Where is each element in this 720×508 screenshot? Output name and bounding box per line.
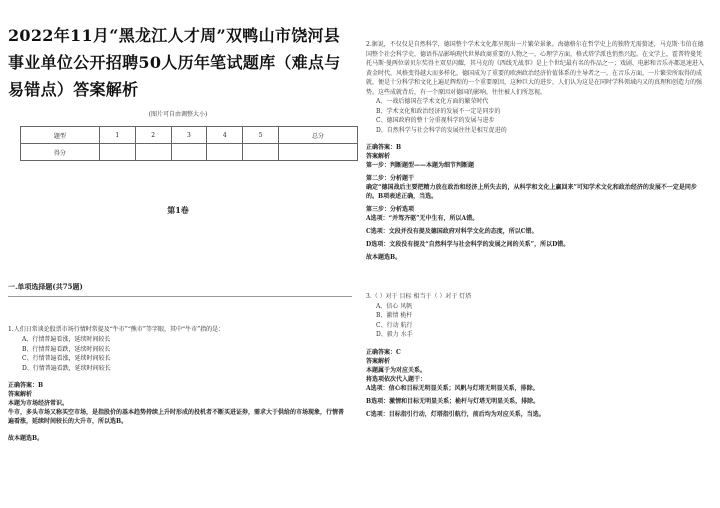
- section-heading: 一.单项选择题(共75题): [8, 282, 83, 291]
- question-1-pick: 故本题选B。: [8, 435, 44, 442]
- question-1-answer: 正确答案：B: [8, 382, 44, 389]
- question-1-option-c: C、行情普遍看涨，延续时间较长: [22, 355, 111, 362]
- table-cell: 得分: [21, 144, 100, 161]
- question-1-explanation-detail: 牛市，多头市场又称买空市场，是指股价的基本趋势持续上升时形成的投机者不断买进证券，需求大于供给的市场现象，行情普遍看涨，延续时间较长的大升市，所以选B。: [8, 409, 345, 425]
- volume-heading: 第1卷: [167, 205, 189, 215]
- right-column: [366, 40, 706, 419]
- table-cell: [135, 144, 171, 161]
- question-1-option-a: A、行情普遍看涨，延续时间较长: [22, 336, 111, 343]
- image-note: (图片可自由调整大小): [148, 111, 208, 118]
- table-cell: [207, 144, 243, 161]
- question-2-option-a: A、一战后德国在学术文化方面的繁荣时代: [376, 98, 489, 105]
- question-2-option-c: C、德国政府的整十分重视科学的发展与进步: [376, 117, 495, 124]
- question-3-explanation: 本题属于为对应关系。: [366, 366, 427, 374]
- question-2-answer-block: [366, 143, 706, 262]
- question-1-explanation: 本题为市场经济常识。: [8, 400, 69, 407]
- table-cell: [279, 144, 358, 161]
- table-cell: 2: [135, 127, 171, 144]
- question-2-step-1: 第一步：判断题型——本题为细节判断题: [366, 162, 475, 169]
- table-cell: 5: [243, 127, 279, 144]
- question-2-analysis-a: A选项：“并驾齐驱”无中生有，所以A错。: [366, 215, 479, 222]
- question-3-option-c: C、行动 航行: [376, 321, 413, 329]
- table-cell: 3: [171, 127, 207, 144]
- question-2-step-3: 第三步：分析选项: [366, 206, 415, 213]
- question-2-answer-title: 答案解析: [366, 153, 391, 160]
- question-3-answer-title: 答案解析: [366, 357, 391, 365]
- section-divider: [8, 296, 352, 297]
- score-table-score-row: [21, 144, 358, 161]
- table-cell: [99, 144, 135, 161]
- score-table-header-row: [21, 127, 358, 144]
- table-cell: 4: [207, 127, 243, 144]
- document-title: 2022年11月“黑龙江人才周”双鸭山市饶河县事业单位公开招聘50人历年笔试题库（难点与易错点）答案解析: [8, 26, 341, 99]
- question-2-answer: 正确答案：B: [366, 144, 402, 151]
- table-cell: 1: [99, 127, 135, 144]
- question-1-option-d: D、行情普遍看跌，延续时间较长: [22, 364, 111, 372]
- question-1-answer-title: 答案解析: [8, 391, 33, 398]
- question-3-option-a: A、信心 风帆: [376, 302, 413, 310]
- question-2-analysis-c: C选项：文段并没有提及德国政府对科学文化的态度，所以C错。: [366, 228, 538, 235]
- question-1-stem: 1.人们日常谈论股票市场行情时常提及“牛市”“熊市”等字眼，其中“牛市”指的是：: [8, 326, 225, 333]
- table-cell: [171, 144, 207, 161]
- question-3-analysis-a: A选项：信心和目标无明显关系；风帆与灯塔无明显关系，排除。: [366, 384, 539, 392]
- question-1-option-b: B、行情普遍看跌，延续时间较长: [22, 345, 111, 353]
- question-3-analysis-b: B选项：激情和目标无明显关系；桅杆与灯塔无明显关系，排除。: [366, 397, 540, 405]
- question-3-answer-block: [366, 348, 706, 419]
- left-column: [8, 22, 348, 443]
- question-3-stem: 3.（ ）对于 目标 相当于（ ）对于 灯塔: [366, 293, 472, 300]
- question-2-pick: 故本题选B。: [366, 254, 402, 261]
- question-1-answer-block: [8, 381, 348, 443]
- question-2-option-b: B、学术文化和政治经济的发展不一定是同步的: [376, 107, 501, 115]
- table-cell: 总分: [279, 127, 358, 144]
- question-2-analysis-d: D选项：文段没有提及“自然科学与社会科学的发展之间的关系”，所以D错。: [366, 241, 570, 248]
- question-2-stem: 2.据说，不仅仅是自然科学，德国整个学术文化都呈现出一片繁荣景象。海德格尔在哲学史上的独特无需赘述，马克斯·韦伯在德国整个社会科学史，德语作品影响现代世界政商重要的人物之一，心理学方面，格式塔学派也悄然兴起。在文学上，霍普特曼凭托马斯·曼两位诺贝尔奖得主双星闪耀，其马克的《西线无战事》是上个世纪最有名的作品之一；戏剧、电影和音乐亦都迅速进入黄金时代，风格变得越大而多样化，德国成为了重要的欧洲政治经济价值体系的主导者之一。在音乐方面，一片繁荣所取得的成就，便是十分科学和文化上遍足辉煌的一个重要原因，这种巨大的进步，人们认为这是在同时学科领域内又的真理和创造力的强势。这些成就背后，有一个原因对德国的影响，往往被人们所忽视。: [366, 41, 704, 96]
- question-2-option-d: D、自然科学与社会科学的发展往往是相互促进的: [376, 126, 507, 134]
- question-3-analysis-c: C选项：目标指引行动，灯塔指引航行，前后均为对应关系，当选。: [366, 410, 545, 418]
- question-2-step-2-text: 确定“德国战后主要把精力放在政治和经济上所失去的，从科学和文化上赢回来”可知学术文化和政治经济的发展不一定是同步的。B项表述正确，当选。: [366, 184, 697, 200]
- question-3-explanation-detail: 将选项依次代入题干：: [366, 375, 427, 383]
- question-2-step-2: 第二步：分析题干: [366, 175, 415, 182]
- score-table: [20, 126, 358, 161]
- table-cell: 题型: [21, 127, 100, 144]
- question-3-option-b: B、激情 桅杆: [376, 312, 413, 319]
- table-cell: [243, 144, 279, 161]
- question-3-answer: 正确答案：C: [366, 348, 401, 356]
- question-3-option-d: D、毅力 水手: [376, 331, 413, 338]
